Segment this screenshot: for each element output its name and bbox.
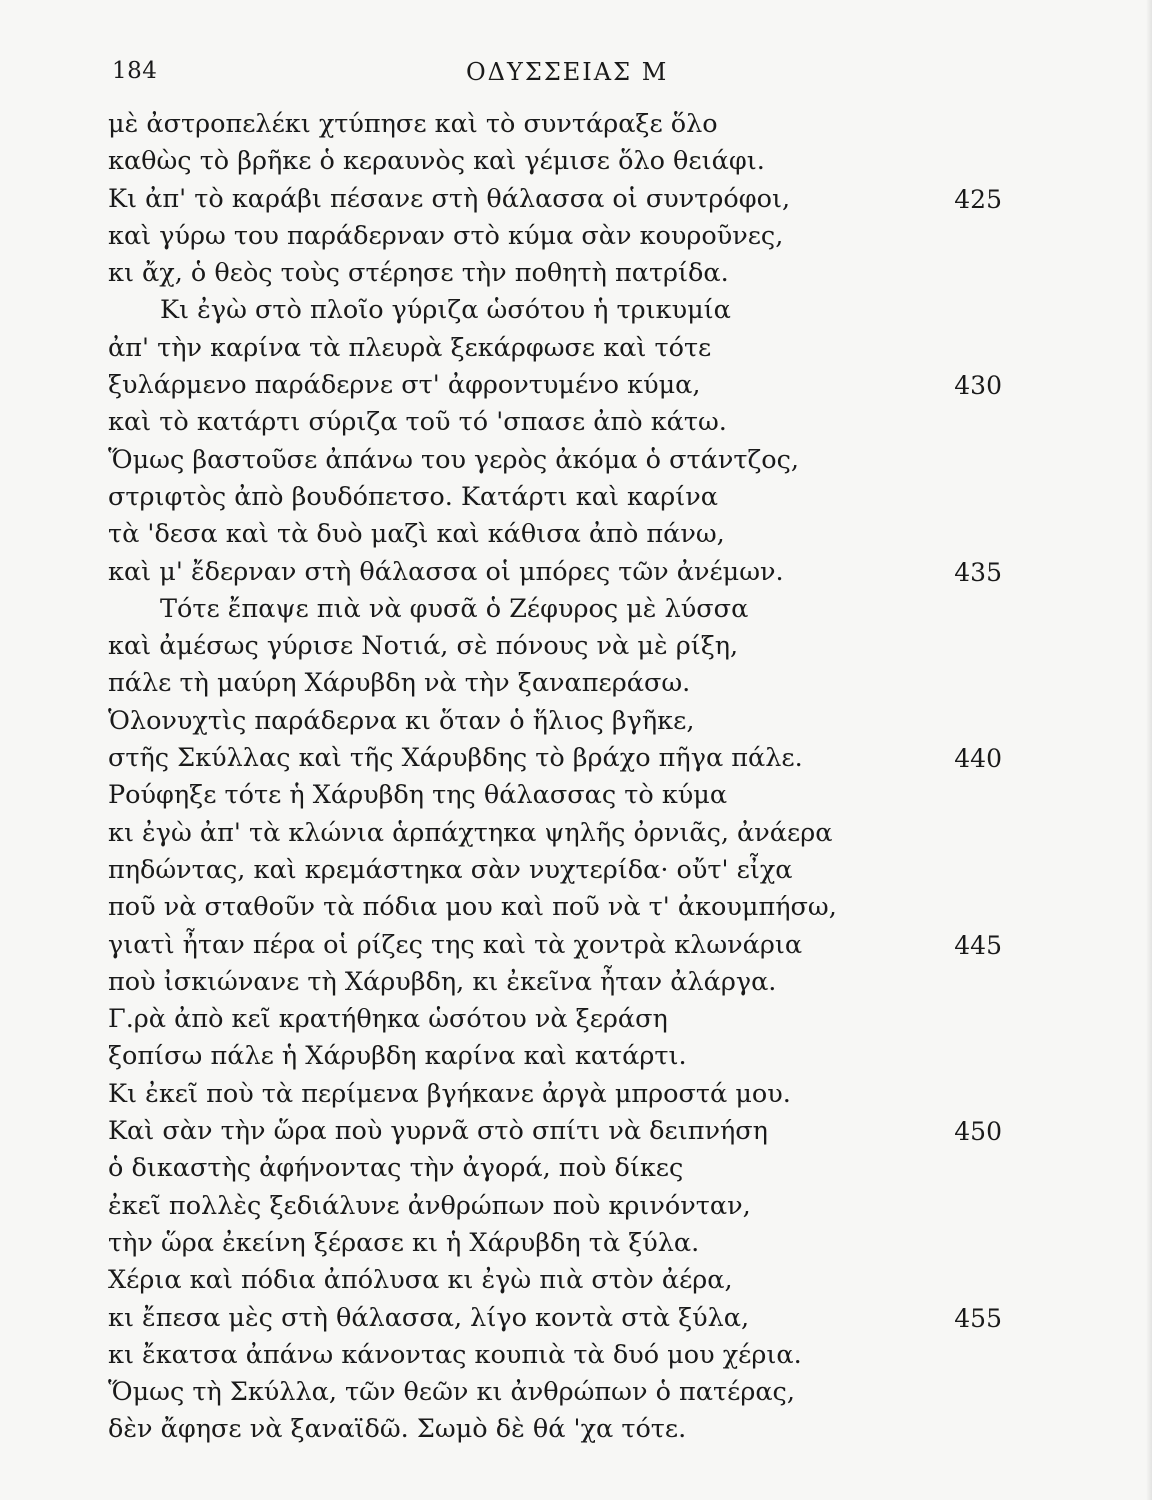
verse-line (0, 1150, 1152, 1187)
verse-text: Καὶ σὰν τὴν ὥρα ποὺ γυρνᾶ στὸ σπίτι νὰ δειπνήση (108, 1116, 768, 1147)
verse-line (0, 889, 1152, 926)
verse-text: κι ἐγὼ ἀπ' τὰ κλώνια ἁρπάχτηκα ψηλῆς ὀρνιᾶς, ἀνάερα (108, 817, 833, 848)
verse-text: τὰ 'δεσα καὶ τὰ δυὸ μαζὶ καὶ κάθισα ἀπὸ πάνω, (108, 519, 725, 550)
verse-line (0, 815, 1152, 852)
verse-number: 450 (954, 1117, 1002, 1147)
verse-text: πηδώντας, καὶ κρεμάστηκα σὰν νυχτερίδα· οὔτ' εἶχα (108, 854, 793, 885)
page-edge-shadow (1146, 0, 1152, 1500)
page-number: 184 (112, 58, 158, 84)
verse-text: πάλε τὴ μαύρη Χάρυβδη νὰ τὴν ξαναπεράσω. (108, 668, 691, 699)
verse-text: δὲν ἄφησε νὰ ξαναϊδῶ. Σωμὸ δὲ θά 'χα τότε. (108, 1414, 687, 1445)
verse-text: γιατὶ ἦταν πέρα οἱ ρίζες της καὶ τὰ χοντρὰ κλωνάρια (108, 929, 803, 960)
verse-text: ἐκεῖ πολλὲς ξεδιάλυνε ἀνθρώπων ποὺ κρινόνταν, (108, 1190, 751, 1221)
verse-text: καὶ τὸ κατάρτι σύριζα τοῦ τό 'σπασε ἀπὸ κάτω. (108, 407, 727, 438)
verse-text: Κι ἐκεῖ ποὺ τὰ περίμενα βγήκανε ἀργὰ μπροστά μου. (108, 1078, 791, 1109)
verse-line (0, 106, 1152, 143)
verse-text: Κι ἀπ' τὸ καράβι πέσανε στὴ θάλασσα οἱ συντρόφοι, (108, 183, 791, 214)
verse-text: καὶ ἀμέσως γύρισε Νοτιά, σὲ πόνους νὰ μὲ ρίξη, (108, 631, 739, 662)
verse-text: Ὅμως βαστοῦσε ἀπάνω του γερὸς ἀκόμα ὁ στάντζος, (108, 444, 800, 475)
verse-line (0, 1337, 1152, 1374)
verse-line (0, 1411, 1152, 1448)
running-title: ΟΔΥΣΣΕΙΑΣ Μ (466, 58, 669, 86)
verse-text: ἀπ' τὴν καρίνα τὰ πλευρὰ ξεκάρφωσε καὶ τότε (108, 332, 712, 363)
verse-line (0, 1374, 1152, 1411)
verse-text: ποὺ ἰσκιώνανε τὴ Χάρυβδη, κι ἐκεῖνα ἦταν ἀλάργα. (108, 966, 777, 997)
verse-line (0, 703, 1152, 740)
verse-line (0, 665, 1152, 702)
verse-text: ξυλάρμενο παράδερνε στ' ἀφροντυμένο κύμα, (108, 370, 701, 401)
verse-text: Γ.ρὰ ἀπὸ κεῖ κρατήθηκα ὡσότου νὰ ξεράση (108, 1004, 668, 1035)
verse-number: 435 (954, 557, 1002, 587)
verse-line (0, 367, 1152, 404)
verse-text: Κι ἐγὼ στὸ πλοῖο γύριζα ὡσότου ἡ τρικυμία (160, 295, 731, 326)
verse-text: καὶ μ' ἔδερναν στὴ θάλασσα οἱ μπόρες τῶν ἀνέμων. (108, 556, 784, 587)
verse-text: ὁ δικαστὴς ἀφήνοντας τὴν ἀγορά, ποὺ δίκες (108, 1153, 684, 1184)
verse-text: ποῦ νὰ σταθοῦν τὰ πόδια μου καὶ ποῦ νὰ τ' ἀκουμπήσω, (108, 892, 837, 923)
verse-text: κι ἔκατσα ἀπάνω κάνοντας κουπιὰ τὰ δυό μου χέρια. (108, 1339, 802, 1370)
verse-number: 455 (954, 1303, 1002, 1333)
verse-line (0, 1188, 1152, 1225)
verse-text: Ὁλονυχτὶς παράδερνα κι ὅταν ὁ ἥλιος βγῆκε, (108, 705, 695, 736)
verse-line (0, 1038, 1152, 1075)
verse-line (0, 292, 1152, 329)
verse-line (0, 143, 1152, 180)
verse-line (0, 964, 1152, 1001)
verse-number: 430 (954, 371, 1002, 401)
verse-line (0, 1225, 1152, 1262)
verse-line (0, 740, 1152, 777)
verse-line (0, 404, 1152, 441)
verse-line (0, 330, 1152, 367)
verse-text: Χέρια καὶ πόδια ἀπόλυσα κι ἐγὼ πιὰ στὸν ἀέρα, (108, 1265, 733, 1296)
verse-text: Τότε ἔπαψε πιὰ νὰ φυσᾶ ὁ Ζέφυρος μὲ λύσσα (160, 593, 749, 624)
verse-line (0, 554, 1152, 591)
verse-text: στῆς Σκύλλας καὶ τῆς Χάρυβδης τὸ βράχο πῆγα πάλε. (108, 743, 803, 774)
verse-text: ξοπίσω πάλε ἡ Χάρυβδη καρίνα καὶ κατάρτι. (108, 1041, 687, 1072)
verse-line (0, 479, 1152, 516)
verse-text: καὶ γύρω του παράδερναν στὸ κύμα σὰν κουροῦνες, (108, 220, 784, 251)
verse-text: καθὼς τὸ βρῆκε ὁ κεραυνὸς καὶ γέμισε ὅλο θειάφι. (108, 146, 765, 177)
verse-number: 440 (954, 744, 1002, 774)
verse-line (0, 1262, 1152, 1299)
verse-line (0, 927, 1152, 964)
verse-text: κι ἔπεσα μὲς στὴ θάλασσα, λίγο κοντὰ στὰ ξύλα, (108, 1302, 750, 1333)
verse-line (0, 1001, 1152, 1038)
verse-text: στριφτὸς ἀπὸ βουδόπετσο. Κατάρτι καὶ καρίνα (108, 481, 718, 512)
page-header (0, 58, 1152, 98)
verse-line (0, 442, 1152, 479)
verse-line (0, 181, 1152, 218)
verse-number: 445 (954, 930, 1002, 960)
verse-line (0, 255, 1152, 292)
verse-text: κι ἄχ, ὁ θεὸς τοὺς στέρησε τὴν ποθητὴ πατρίδα. (108, 258, 729, 289)
verse-text: Ὅμως τὴ Σκύλλα, τῶν θεῶν κι ἀνθρώπων ὁ πατέρας, (108, 1377, 795, 1408)
verse-line (0, 591, 1152, 628)
verse-line (0, 628, 1152, 665)
verse-line (0, 516, 1152, 553)
verse-text: μὲ ἀστροπελέκι χτύπησε καὶ τὸ συντάραξε ὅλο (108, 109, 718, 139)
verse-line (0, 218, 1152, 255)
verse-text: τὴν ὥρα ἐκείνη ξέρασε κι ἡ Χάρυβδη τὰ ξύλα. (108, 1227, 700, 1258)
verse-text: Ρούφηξε τότε ἡ Χάρυβδη της θάλασσας τὸ κύμα (108, 780, 728, 811)
verse-line (0, 1113, 1152, 1150)
verse-line (0, 1076, 1152, 1113)
verse-number: 425 (954, 184, 1002, 214)
verse-line (0, 777, 1152, 814)
verse-block (0, 106, 1152, 1449)
verse-line (0, 852, 1152, 889)
verse-line (0, 1300, 1152, 1337)
